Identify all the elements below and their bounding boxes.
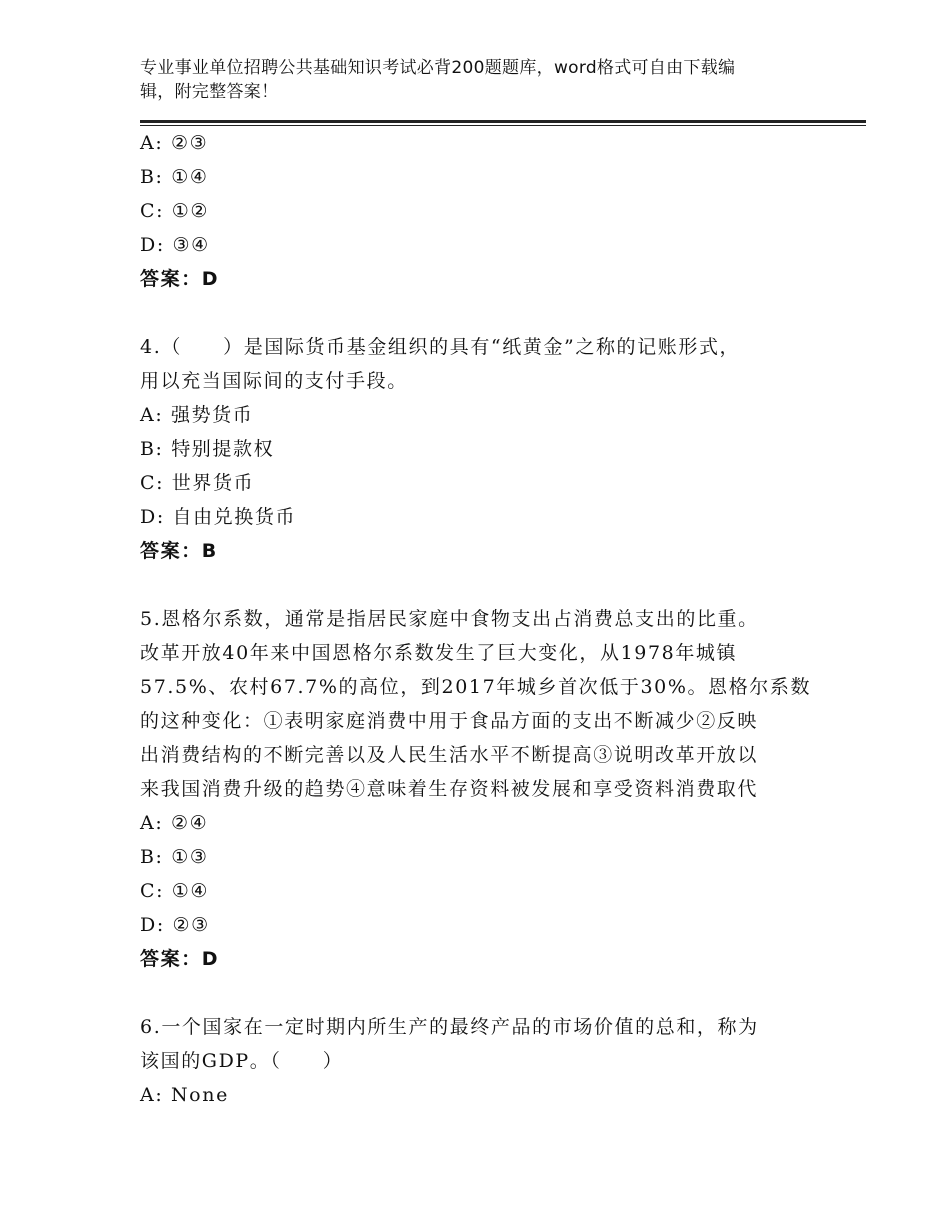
header-rule-thick [140,120,866,123]
answer-line: 答案：D [140,268,220,290]
option-b: B: ①④ [140,166,209,188]
page-header [140,56,800,104]
header-line-2: 辑，附完整答案！ [140,82,279,102]
question-gap [140,568,820,602]
answer-line: 答案：D [140,948,220,970]
option-a: A: 强势货币 [140,404,254,426]
question-gap [140,976,820,1010]
option-d: D: ③④ [140,234,210,256]
question-content [140,126,820,1112]
option-a: A: ②③ [140,132,209,154]
option-d: D: 自由兑换货币 [140,506,297,528]
question-stem-line: 5.恩格尔系数，通常是指居民家庭中食物支出占消费总支出的比重。 [140,608,759,630]
question-stem-line: 来我国消费升级的趋势④意味着生存资料被发展和享受资料消费取代 [140,778,759,800]
question-3 [140,126,820,296]
option-b: B: ①③ [140,846,209,868]
question-stem-line: 的这种变化：①表明家庭消费中用于食品方面的支出不断减少②反映 [140,710,759,732]
question-stem-line: 改革开放40年来中国恩格尔系数发生了巨大变化，从1978年城镇 [140,642,738,664]
question-stem-line: 57.5%、农村67.7%的高位，到2017年城乡首次低于30%。恩格尔系数 [140,676,812,698]
option-c: C: 世界货币 [140,472,255,494]
option-d: D: ②③ [140,914,210,936]
option-b: B: 特别提款权 [140,438,275,460]
option-a: A: None [140,1084,229,1106]
option-c: C: ①④ [140,880,210,902]
header-line-1: 专业事业单位招聘公共基础知识考试必背200题题库，word格式可自由下载编 [140,58,736,78]
question-gap [140,296,820,330]
question-stem-line: 出消费结构的不断完善以及人民生活水平不断提高③说明改革开放以 [140,744,759,766]
question-4 [140,330,820,568]
question-6 [140,1010,820,1112]
question-5 [140,602,820,976]
question-stem-line: 用以充当国际间的支付手段。 [140,370,408,392]
option-a: A: ②④ [140,812,209,834]
answer-line: 答案：B [140,540,218,562]
question-stem-line: 6.一个国家在一定时期内所生产的最终产品的市场价值的总和，称为 [140,1016,759,1038]
question-stem-line: 4.（ ）是国际货币基金组织的具有“纸黄金”之称的记账形式， [140,336,741,358]
question-stem-line: 该国的GDP。（ ） [140,1050,344,1072]
option-c: C: ①② [140,200,210,222]
